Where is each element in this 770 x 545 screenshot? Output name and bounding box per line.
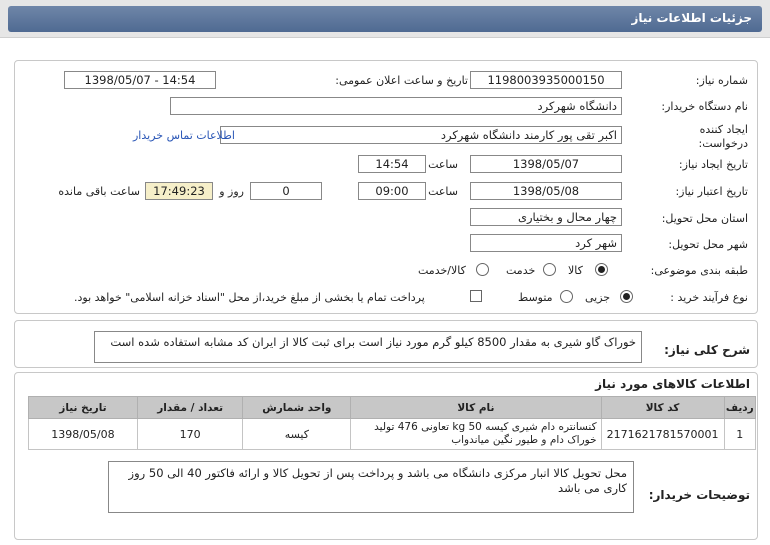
table-row: [29, 419, 756, 450]
need-number-field: 1198003935000150: [470, 71, 622, 89]
header-bar: [8, 6, 762, 32]
category-option-service: خدمت: [506, 264, 536, 277]
description-text: خوراک گاو شیری به مقدار 8500 کیلو گرم مورد نیاز است برای ثبت کالا از ایران کد مشابه استفاده شده است: [94, 331, 642, 363]
days-label: روز و: [219, 185, 244, 198]
remaining-label: ساعت باقی مانده: [58, 185, 140, 198]
treasury-payment-note: پرداخت تمام یا بخشی از مبلغ خرید،از محل "اسناد خزانه اسلامی" خواهد بود.: [74, 291, 425, 304]
province-label: استان محل تحویل:: [661, 212, 748, 225]
category-radio-goods[interactable]: [595, 263, 608, 276]
col-code: کد کالا: [601, 397, 724, 419]
items-table: [28, 396, 756, 450]
process-label: نوع فرآیند خرید :: [670, 291, 748, 304]
category-option-goods: کالا: [568, 264, 583, 277]
cell-date: 1398/05/08: [29, 419, 138, 450]
category-label: طبقه بندی موضوعی:: [650, 264, 748, 277]
contact-buyer-link[interactable]: اطلاعات تماس خریدار: [133, 129, 235, 142]
process-option-minor: جزیی: [585, 291, 611, 304]
creator-field: اکبر تقی پور کارمند دانشگاه شهرکرد: [220, 126, 622, 144]
valid-time-label: ساعت: [428, 185, 458, 198]
process-option-medium: متوسط: [518, 291, 553, 304]
created-time-label: ساعت: [428, 158, 458, 171]
cell-row: 1: [724, 419, 755, 450]
col-date: تاریخ نیاز: [29, 397, 138, 419]
buyer-label: نام دستگاه خریدار:: [661, 100, 748, 113]
col-name: نام کالا: [351, 397, 601, 419]
cell-qty: 170: [137, 419, 243, 450]
created-time-field: 14:54: [358, 155, 426, 173]
valid-time-field: 09:00: [358, 182, 426, 200]
valid-date-label: تاریخ اعتبار نیاز:: [675, 185, 748, 198]
process-radio-minor[interactable]: [620, 290, 633, 303]
buyer-notes-label: توضیحات خریدار:: [648, 488, 750, 502]
created-date-label: تاریخ ایجاد نیاز:: [678, 158, 748, 171]
valid-date-field: 1398/05/08: [470, 182, 622, 200]
buyer-notes-text: محل تحویل کالا انبار مرکزی دانشگاه می باشد و پرداخت پس از تحویل کالا و ارائه فاکتور 40 الی 50 روز کاری می باشد: [108, 461, 634, 513]
days-field: 0: [250, 182, 322, 200]
category-radio-service[interactable]: [543, 263, 556, 276]
col-unit: واحد شمارش: [243, 397, 351, 419]
need-number-label: شماره نیاز:: [695, 74, 748, 87]
items-title: اطلاعات کالاهای مورد نیاز: [595, 377, 750, 391]
page-title: جزئیات اطلاعات نیاز: [631, 11, 752, 25]
page-header: [0, 0, 770, 38]
cell-name: کنسانتره دام شیری کیسه 50 kg تعاونی 476 تولید خوراک دام و طیور نگین میاندواب: [351, 419, 601, 450]
province-field: چهار محال و بختیاری: [470, 208, 622, 226]
city-field: شهر کرد: [470, 234, 622, 252]
creator-label: ایجاد کننده درخواست:: [698, 123, 748, 150]
process-radio-medium[interactable]: [560, 290, 573, 303]
created-date-field: 1398/05/07: [470, 155, 622, 173]
cell-unit: کیسه: [243, 419, 351, 450]
col-qty: تعداد / مقدار: [137, 397, 243, 419]
description-label: شرح کلی نیاز:: [664, 343, 750, 357]
category-radio-goods-service[interactable]: [476, 263, 489, 276]
col-row: ردیف: [724, 397, 755, 419]
remaining-time-field: 17:49:23: [145, 182, 213, 200]
buyer-field: دانشگاه شهرکرد: [170, 97, 622, 115]
announce-label: تاریخ و ساعت اعلان عمومی:: [335, 74, 468, 87]
city-label: شهر محل تحویل:: [668, 238, 748, 251]
cell-code: 2171621781570001: [601, 419, 724, 450]
announce-field: 1398/05/07 - 14:54: [64, 71, 216, 89]
treasury-payment-checkbox[interactable]: [470, 290, 482, 302]
category-option-goods-service: کالا/خدمت: [418, 264, 466, 277]
